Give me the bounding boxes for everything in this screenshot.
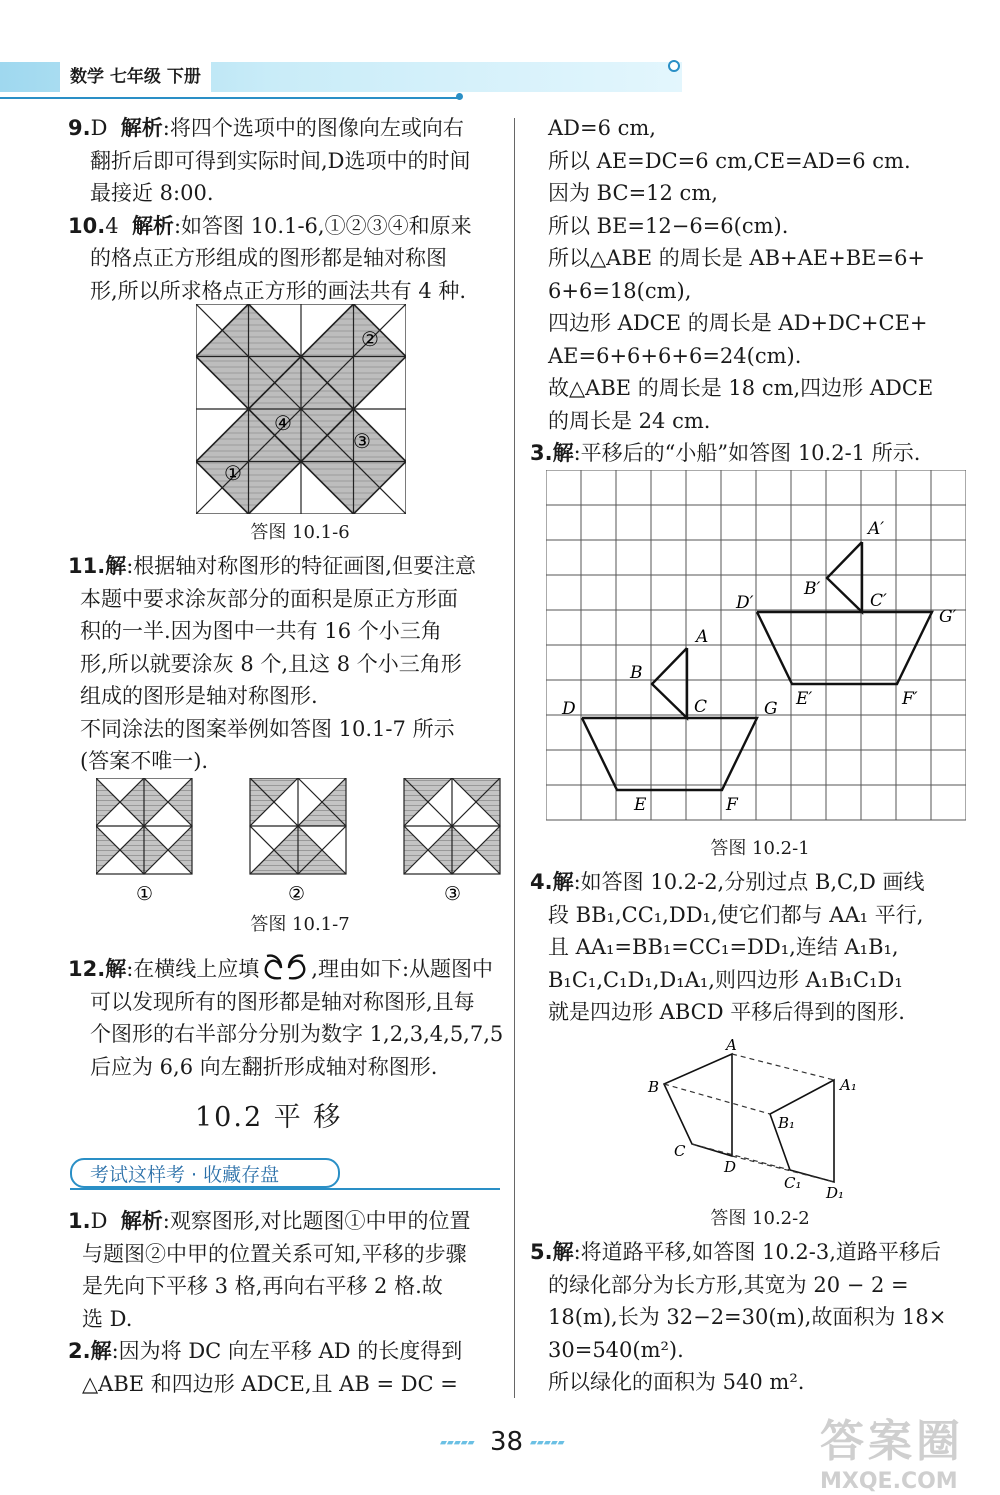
fig4-label-C1: C₁ <box>784 1174 802 1192</box>
figure-10-2-1 <box>546 470 966 830</box>
q4-line1: 4.解:如答图 10.2-2,分别过点 B,C,D 画线 <box>530 870 925 894</box>
watermark: 答案圈 MXQE.COM <box>820 1416 964 1494</box>
label-C-prime: C′ <box>870 591 887 611</box>
fig4-label-D1: D₁ <box>826 1184 845 1201</box>
pattern-square-2 <box>250 778 346 874</box>
q4-line3: 且 AA₁=BB₁=CC₁=DD₁,连结 A₁B₁, <box>548 935 899 959</box>
q9-line1: 9.D 解析:将四个选项中的图像向左或向右 <box>68 116 464 140</box>
fig4-caption: 答图 10.2-2 <box>710 1208 810 1229</box>
left-q11 <box>68 550 508 778</box>
label-C: C <box>694 697 708 717</box>
q10-line2: 的格点正方形组成的图形都是轴对称图 <box>90 246 447 270</box>
pattern-square-3 <box>404 778 500 874</box>
fig2-mark-1: ① <box>136 883 154 905</box>
q2-line2: △ABE 和四边形 ADCE,且 AB = DC = <box>82 1371 458 1396</box>
banner-rule <box>70 1188 500 1190</box>
q5-line4: 30=540(m²). <box>548 1337 684 1362</box>
label-A-prime: A′ <box>868 519 885 539</box>
q11-line5: 组成的图形是轴对称图形. <box>80 684 318 708</box>
fig4-label-A1: A₁ <box>840 1076 857 1094</box>
page-number: 38 <box>490 1427 524 1457</box>
q5-line1: 5.解:将道路平移,如答图 10.2-3,道路平移后 <box>530 1240 941 1264</box>
column-divider <box>514 118 515 1398</box>
fig4-label-B: B <box>648 1078 660 1096</box>
r-line4: 所以 BE=12−6=6(cm). <box>548 213 789 238</box>
fig4-label-A: A <box>726 1036 737 1054</box>
r-line10: 的周长是 24 cm. <box>548 408 711 433</box>
q5-line5: 所以绿化的面积为 540 m². <box>548 1370 805 1394</box>
fig2-mark-2: ② <box>288 883 306 905</box>
fig4-label-D: D <box>724 1158 737 1176</box>
footer-deco-right: ▰▰▰▰▰ <box>530 1438 565 1448</box>
left-q1-q2 <box>68 1205 508 1400</box>
footer-deco-left: ▰▰▰▰▰ <box>440 1438 475 1448</box>
label-B-prime: B′ <box>804 579 821 599</box>
label-E-prime: E′ <box>796 689 813 709</box>
fig4-label-C: C <box>674 1142 686 1160</box>
q2-line1: 2.解:因为将 DC 向左平移 AD 的长度得到 <box>68 1339 463 1363</box>
right-q4 <box>530 866 975 1029</box>
q9-line2: 翻折后即可得到实际时间,D选项中的时间 <box>90 148 471 173</box>
q12-line4: 后应为 6,6 向左翻折形成轴对称图形. <box>90 1054 438 1079</box>
q1-line3: 是先向下平移 3 格,再向右平移 2 格.故 <box>82 1274 443 1298</box>
grid-lines <box>546 470 966 820</box>
fig1-mark-3: ③ <box>353 429 371 453</box>
q11-line4: 形,所以就要涂灰 8 个,且这 8 个小三角形 <box>80 651 462 676</box>
header-rule <box>0 97 460 99</box>
q12-line3: 个图形的右半部分分别为数字 1,2,3,4,5,7,5 <box>90 1022 504 1046</box>
q4-line5: 就是四边形 ABCD 平移后得到的图形. <box>548 1000 905 1024</box>
fig1-caption: 答图 10.1-6 <box>250 522 350 543</box>
r-line2: 所以 AE=DC=6 cm,CE=AD=6 cm. <box>548 148 911 173</box>
q9-line3: 最接近 8:00. <box>90 181 214 205</box>
figure-10-1-7 <box>96 778 501 908</box>
left-q12 <box>68 952 508 1083</box>
fig4-label-B1: B₁ <box>778 1114 796 1132</box>
fig2-mark-3: ③ <box>444 883 462 905</box>
figure-10-1-6 <box>196 304 406 514</box>
fig3-caption: 答图 10.2-1 <box>710 838 810 859</box>
q11-line6: 不同涂法的图案举例如答图 10.1-7 所示 <box>80 716 455 741</box>
fig1-mark-4: ④ <box>274 411 292 435</box>
fig2-caption: 答图 10.1-7 <box>250 914 350 935</box>
q4-line4: B₁C₁,C₁D₁,D₁A₁,则四边形 A₁B₁C₁D₁ <box>548 967 903 992</box>
label-D: D <box>562 699 576 719</box>
left-column-top <box>68 112 508 307</box>
r-line3: 因为 BC=12 cm, <box>548 181 718 205</box>
label-D-prime: D′ <box>736 593 754 613</box>
r-line9: 故△ABE 的周长是 18 cm,四边形 ADCE <box>548 376 934 400</box>
q1-line2: 与题图②中甲的位置关系可知,平移的步骤 <box>82 1241 467 1266</box>
q12-line2: 可以发现所有的图形都是轴对称图形,且每 <box>90 989 475 1014</box>
label-G-prime: G′ <box>939 607 957 627</box>
pattern-square-1 <box>96 778 192 874</box>
q4-line2: 段 BB₁,CC₁,DD₁,使它们都与 AA₁ 平行, <box>548 902 924 927</box>
q3-line: 3.解:平移后的“小船”如答图 10.2-1 所示. <box>530 441 921 465</box>
q11-line3: 积的一半.因为图中一共有 16 个小三角 <box>80 619 442 643</box>
q11-line7: (答案不唯一). <box>80 749 209 773</box>
section-banner: 考试这样考 · 收藏存盘 <box>70 1158 340 1188</box>
label-A: A <box>696 627 709 647</box>
label-F-prime: F′ <box>902 689 918 709</box>
label-G: G <box>764 699 778 719</box>
r-line5: 所以△ABE 的周长是 AB+AE+BE=6+ <box>548 246 926 270</box>
right-q5 <box>530 1236 975 1399</box>
r-line1: AD=6 cm, <box>548 116 656 140</box>
fig1-mark-1: ① <box>224 461 242 485</box>
fig1-mark-2: ② <box>361 327 379 351</box>
symbol-66-icon <box>259 952 311 982</box>
q12-line1: 12.解:在横线上应填 ,理由如下:从题图中 <box>68 952 508 986</box>
q10-line3: 形,所以所求格点正方形的画法共有 4 种. <box>90 278 467 303</box>
q1-line4: 选 D. <box>82 1306 133 1331</box>
r-line8: AE=6+6+6+6=24(cm). <box>548 343 802 368</box>
header-title: 数学 七年级 下册 <box>60 62 211 92</box>
header-dot-icon <box>456 93 463 100</box>
r-line6: 6+6=18(cm), <box>548 278 692 303</box>
label-B: B <box>630 663 643 683</box>
label-E: E <box>634 795 647 815</box>
q1-line1: 1.D 解析:观察图形,对比题图①中甲的位置 <box>68 1209 471 1233</box>
q5-line3: 18(m),长为 32−2=30(m),故面积为 18× <box>548 1305 947 1329</box>
right-column-top <box>530 112 975 470</box>
header-ring-icon <box>668 60 680 72</box>
q11-line2: 本题中要求涂灰部分的面积是原正方形面 <box>80 586 458 611</box>
label-F: F <box>726 795 738 815</box>
r-line7: 四边形 ADCE 的周长是 AD+DC+CE+ <box>548 311 928 335</box>
q10-line1: 10.4 解析:如答图 10.1-6,①②③④和原来 <box>68 213 472 238</box>
q5-line2: 的绿化部分为长方形,其宽为 20 − 2 = <box>548 1272 909 1297</box>
figure-10-2-2 <box>640 1036 880 1201</box>
section-title: 10.2 平 移 <box>195 1102 343 1133</box>
q11-line1: 11.解:根据轴对称图形的特征画图,但要注意 <box>68 554 476 578</box>
